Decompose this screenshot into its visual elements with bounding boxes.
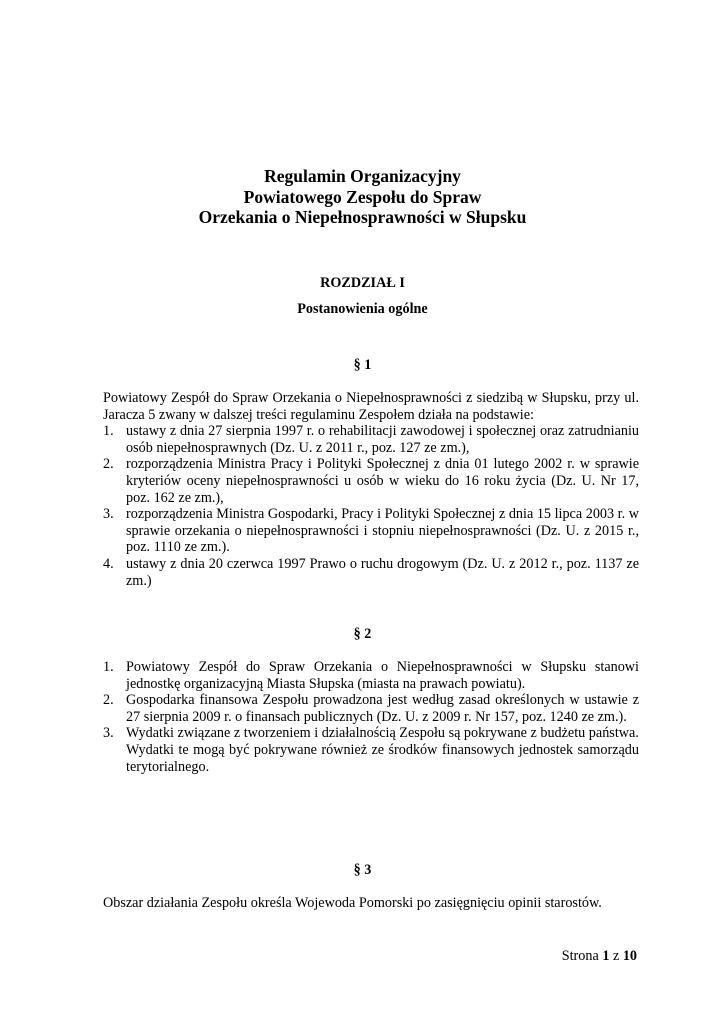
document-title [0, 166, 725, 228]
chapter-heading: ROZDZIAŁ I [320, 275, 405, 291]
section-3-text: Obszar działania Zespołu określa Wojewoda Pomorski po zasięgnięciu opinii starostów. [103, 895, 602, 911]
list-item: 3. Wydatki związane z tworzeniem i działalnością Zespołu są pokrywane z budżetu państwa. [103, 725, 639, 742]
section-1-body [103, 390, 639, 589]
list-item: 2. Gospodarka finansowa Zespołu prowadzona jest według zasad określonych w ustawie z 27 sierpnia 2009 r. o finansach publicznych (Dz. U. z 2009 r. Nr 157, poz. 1240 ze zm.). [103, 692, 639, 725]
title-line-3: Orzekania o Niepełnosprawności w Słupsku [198, 207, 527, 227]
section-1-list [103, 423, 639, 589]
section-3-body [103, 895, 639, 912]
section-3-heading: § 3 [353, 862, 372, 878]
page-number: Strona 1 z 10 [561, 948, 637, 964]
list-item: 4. ustawy z dnia 20 czerwca 1997 Prawo o ruchu drogowym (Dz. U. z 2012 r., poz. 1137 ze zm.) [103, 555, 639, 589]
section-2-body [103, 659, 639, 775]
section-1-intro: Powiatowy Zespół do Spraw Orzekania o Niepełnosprawności z siedzibą w Słupsku, przy ul. Jaracza 5 zwany w dalszej treści regulaminu Zespołem działa na podstawie: [103, 390, 639, 423]
title-line-2: Powiatowego Zespołu do Spraw [243, 186, 482, 207]
section-1-heading: § 1 [353, 357, 372, 373]
list-item: 1. Powiatowy Zespół do Spraw Orzekania o Niepełnosprawności w Słupsku stanowi jednostkę organizacyjną Miasta Słupska (miasta na prawach powiatu). [103, 659, 639, 692]
list-item-continuation: Wydatki te mogą być pokrywane również ze środków finansowych jednostek samorządu terytorialnego. [126, 741, 639, 775]
section-2-list [103, 659, 639, 775]
list-item: 2. rozporządzenia Ministra Pracy i Polityki Społecznej z dnia 01 lutego 2002 r. w sprawie kryteriów oceny niepełnosprawności u osób w wieku do 16 roku życia (Dz. U. Nr 17, poz. 162 ze zm.), [103, 456, 639, 506]
list-item: 3. rozporządzenia Ministra Gospodarki, Pracy i Polityki Społecznej z dnia 15 lipca 2003 r. w sprawie orzekania o niepełnosprawności i stopniu niepełnosprawności (Dz. U. z 2015 r., poz. 1110 ze zm.). [103, 506, 639, 556]
list-item: 1. ustawy z dnia 27 sierpnia 1997 r. o rehabilitacji zawodowej i społecznej oraz zatrudnianiu osób niepełnosprawnych (Dz. U. z 2011 r., poz. 127 ze zm.), [103, 423, 639, 456]
title-line-1: Regulamin Organizacyjny [264, 166, 461, 186]
section-2-heading: § 2 [353, 626, 372, 642]
chapter-subheading: Postanowienia ogólne [297, 301, 428, 317]
